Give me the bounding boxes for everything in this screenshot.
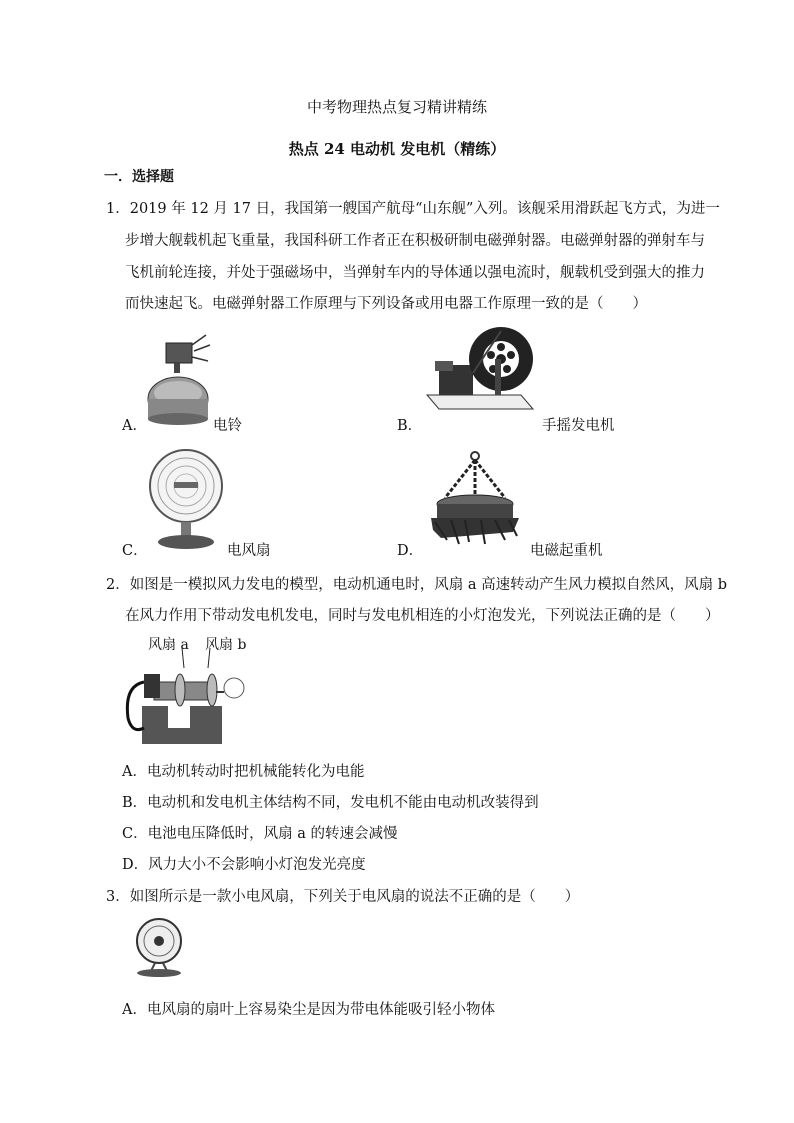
q2-line-2: 在风力作用下带动发电机发电，同时与发电机相连的小灯泡发光，下列说法正确的是（ ）	[125, 608, 720, 624]
electromagnetic-crane-image	[425, 448, 525, 548]
q1-option-b-letter: B．	[397, 418, 423, 434]
q2-line-1: 2．如图是一模拟风力发电的模型，电动机通电时，风扇 a 高速转动产生风力模拟自然风，风扇 b	[106, 577, 727, 593]
section-heading: 一．选择题	[104, 169, 174, 185]
q1-option-a-label: 电铃	[213, 418, 242, 434]
wind-power-model-image	[122, 648, 247, 746]
electric-fan-image	[148, 448, 226, 550]
q2-option-c: C．电池电压降低时，风扇 a 的转速会减慢	[122, 826, 398, 842]
q3-line-1: 3．如图所示是一款小电风扇，下列关于电风扇的说法不正确的是（ ）	[106, 889, 580, 905]
q2-option-d: D．风力大小不会影响小灯泡发光亮度	[122, 857, 366, 873]
q1-line-4: 而快速起飞。电磁弹射器工作原理与下列设备或用电器工作原理一致的是（ ）	[125, 296, 647, 312]
document-title: 中考物理热点复习精讲精练	[306, 98, 487, 116]
q1-option-c-letter: C．	[122, 543, 148, 559]
hand-generator-image	[425, 325, 535, 417]
q3-option-a: A．电风扇的扇叶上容易染尘是因为带电体能吸引轻小物体	[122, 1002, 495, 1018]
q1-option-c-label: 电风扇	[227, 543, 271, 559]
electric-bell-image	[140, 333, 220, 425]
document-subtitle: 热点 24 电动机 发电机（精练）	[288, 140, 506, 158]
fan-b-label: 风扇 b	[205, 637, 247, 653]
q1-option-d-label: 电磁起重机	[530, 543, 603, 559]
q2-option-a: A．电动机转动时把机械能转化为电能	[122, 764, 365, 780]
q1-option-d-letter: D．	[397, 543, 424, 559]
q1-option-a-letter: A．	[122, 418, 147, 434]
q2-option-b: B．电动机和发电机主体结构不同，发电机不能由电动机改装得到	[122, 795, 539, 811]
q1-line-2: 步增大舰载机起飞重量，我国科研工作者正在积极研制电磁弹射器。电磁弹射器的弹射车与	[125, 233, 705, 249]
small-fan-image	[127, 915, 193, 979]
q1-option-b-label: 手摇发电机	[542, 418, 615, 434]
q1-line-3: 飞机前轮连接，并处于强磁场中，当弹射车内的导体通以强电流时，舰载机受到强大的推力	[125, 265, 705, 281]
fan-a-label: 风扇 a	[148, 637, 189, 653]
q1-line-1: 1．2019 年 12 月 17 日，我国第一艘国产航母“山东舰”入列。该舰采用滑跃起飞方式，为进一	[106, 201, 720, 217]
